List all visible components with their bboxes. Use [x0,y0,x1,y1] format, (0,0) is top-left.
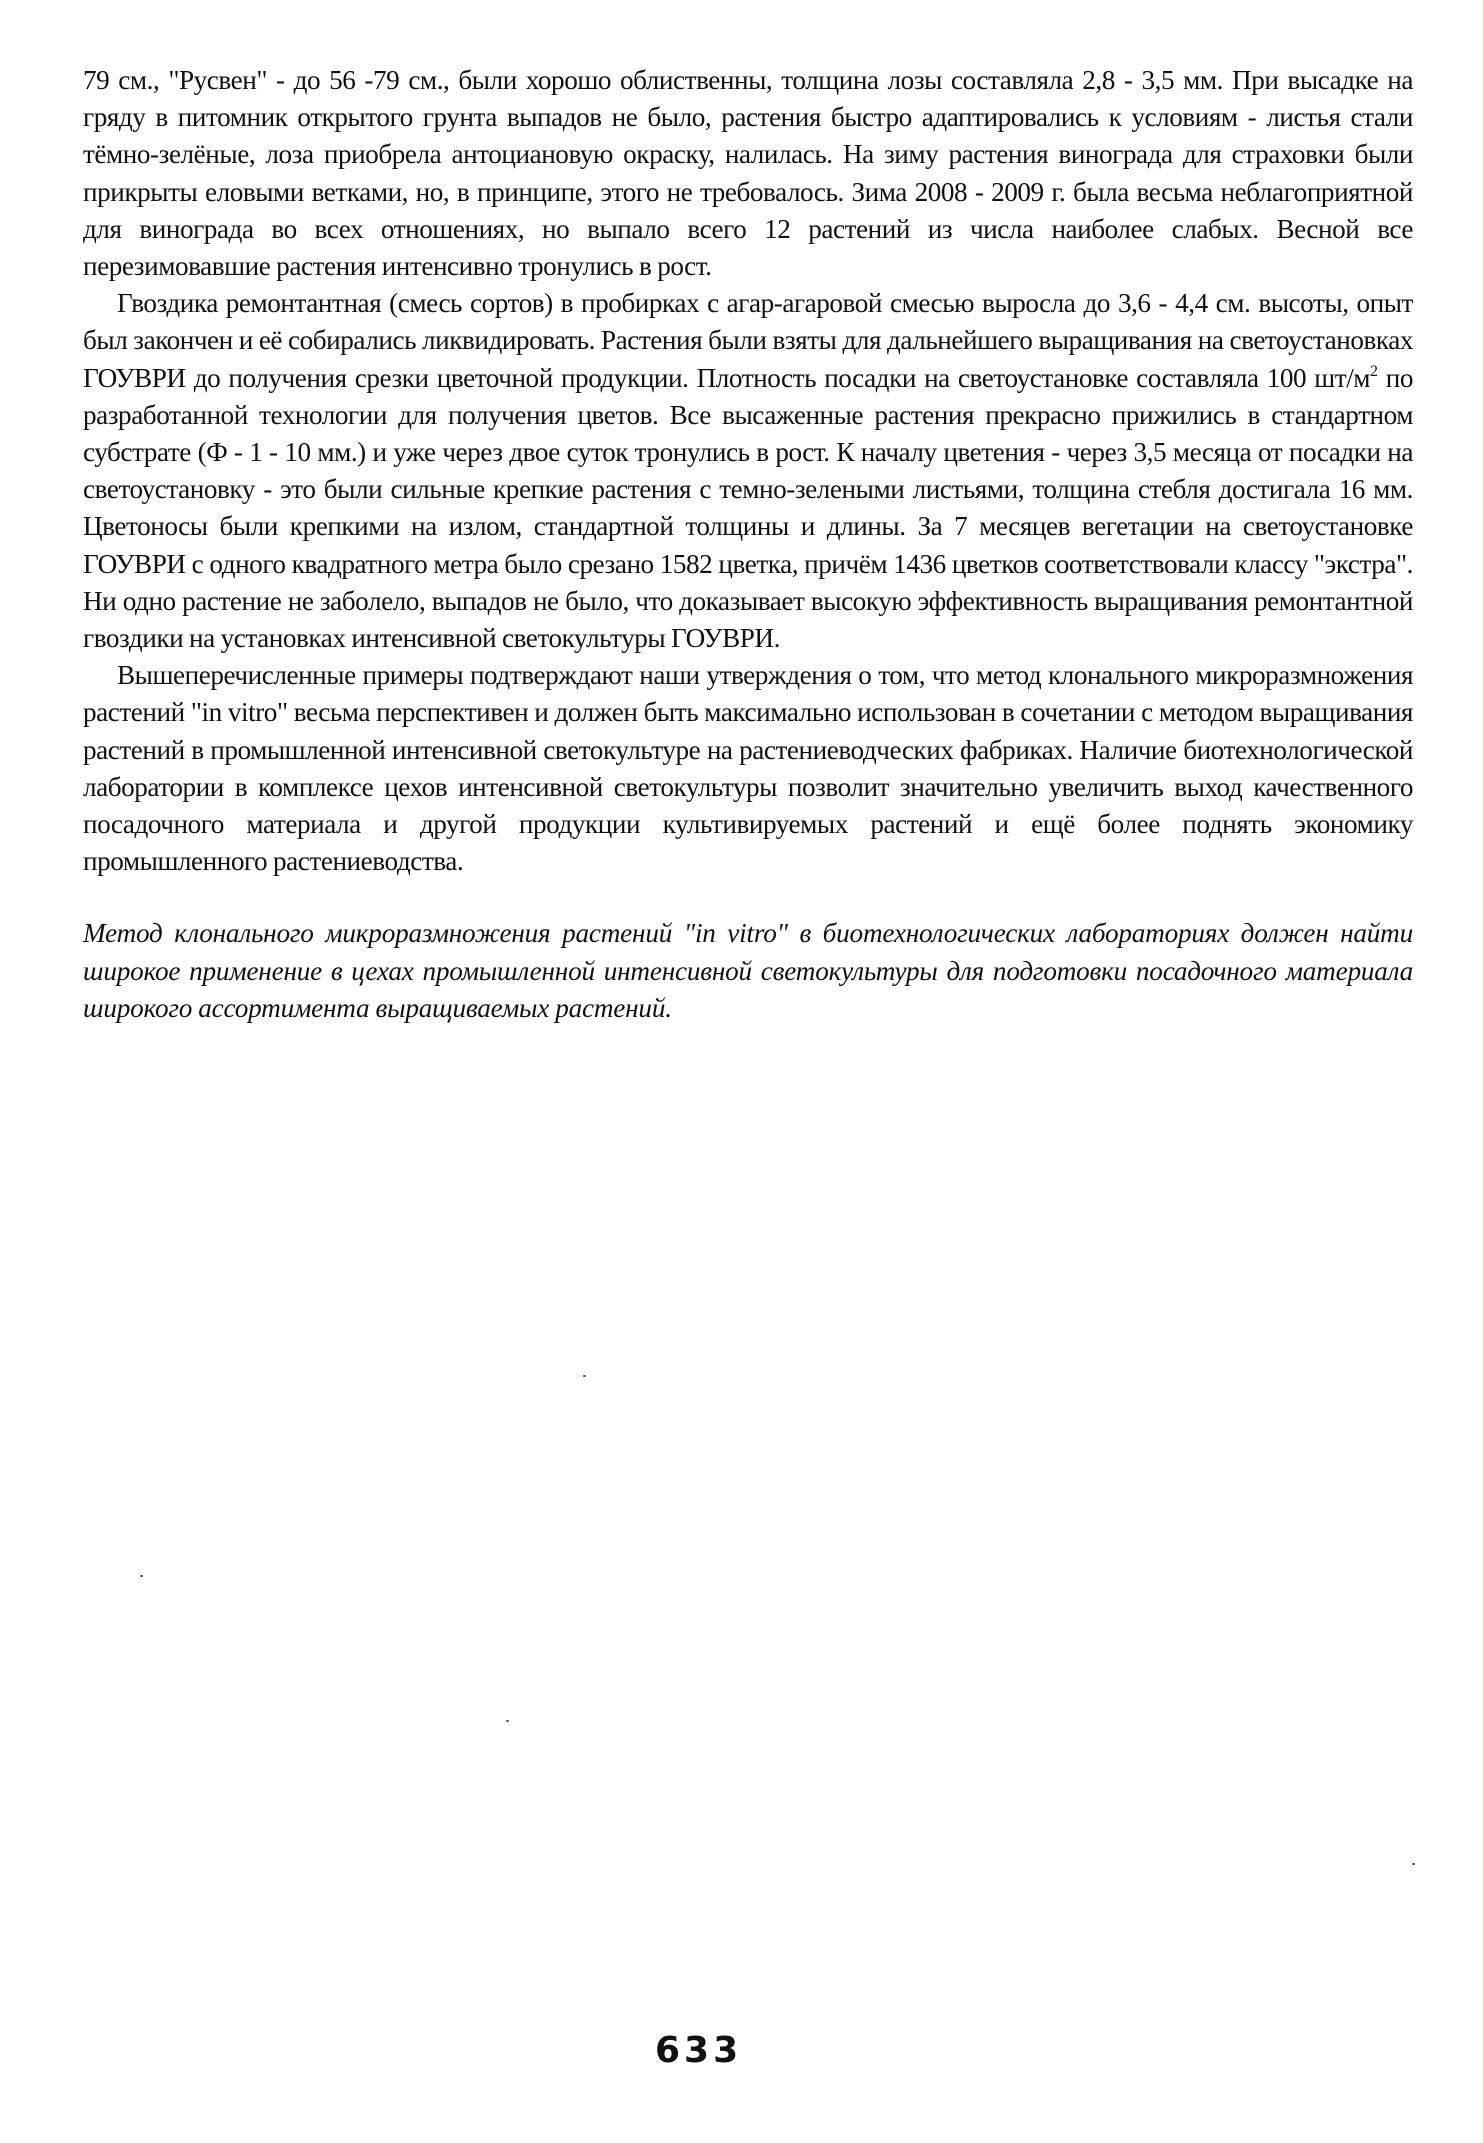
scan-speck [506,1720,509,1722]
superscript-squared: 2 [1370,362,1378,380]
scan-speck [1412,1863,1415,1865]
paragraph-summary: Вышеперечисленные примеры подтверждают наши утверждения о том, что метод клонального микроразмножения растений "in vitro" весьма перспективен и должен быть максимально использован в сочетании с методом выращивания растений в промышленной интенсивной светокультуре на растениеводческих фабриках. Наличие биотехнологической лаборатории в комплексе цехов интенсивной светокультуры позволит значительно увеличить выход качественного посадочного материала и другой продукции культивируемых растений и ещё более поднять экономику промышленного растениеводства. [83,660,1413,877]
scan-speck [140,1575,143,1577]
document-page [83,62,1413,1027]
carnation-text-part1: Гвоздика ремонтантная (смесь сортов) в пробирках с агар-агаровой смесью выросла до 3,6 - 4,4 см. высоты, опыт был закончен и её собирались ликвидировать. Растения были взяты для дальнейшего выращивания на светоустановках ГОУВРИ до получения срезки цветочной продукции. Плотность посадки на светоустановке составляла 100 шт/м [83,288,1413,393]
paragraph-grape-results: 79 см., "Русвен" - до 56 -79 см., были хорошо облиственны, толщина лозы составляла 2,8 - 3,5 мм. При высадке на гряду в питомник открытого грунта выпадов не было, растения быстро адаптировались к условиям - листья стали тёмно-зелёные, лоза приобрела антоциановую окраску, налилась. На зиму растения винограда для страховки были прикрыты еловыми ветками, но, в принципе, этого не требовалось. Зима 2008 - 2009 г. была весьма неблагоприятной для винограда во всех отношениях, но выпало всего 12 растений из числа наиболее слабых. Весной все перезимовавшие растения интенсивно тронулись в рост. [83,65,1413,282]
paragraph-conclusion: Метод клонального микроразмножения растений "in vitro" в биотехнологических лабораториях должен найти широкое применение в цехах промышленной интенсивной светокультуры для подготовки посадочного материала широкого ассортимента выращиваемых растений. [83,918,1413,1023]
paragraph-carnation-results [83,285,1413,657]
page-number: 633 [655,2030,743,2071]
carnation-text-part2: по разработанной технологии для получения цветов. Все высаженные растения прекрасно прижились в стандартном субстрате (Ф - 1 - 10 мм.) и уже через двое суток тронулись в рост. К началу цветения - через 3,5 месяца от посадки на светоустановку - это были сильные крепкие растения с темно-зелеными листьями, толщина стебля достигала 16 мм. Цветоносы были крепкими на излом, стандартной толщины и длины. За 7 месяцев вегетации на светоустановке ГОУВРИ с одного квадратного метра было срезано 1582 цветка, причём 1436 цветков соответствовали классу "экстра". Ни одно растение не заболело, выпадов не было, что доказывает высокую эффективность выращивания ремонтантной гвоздики на установках интенсивной светокультуры ГОУВРИ. [83,362,1413,654]
scan-speck [583,1375,586,1377]
